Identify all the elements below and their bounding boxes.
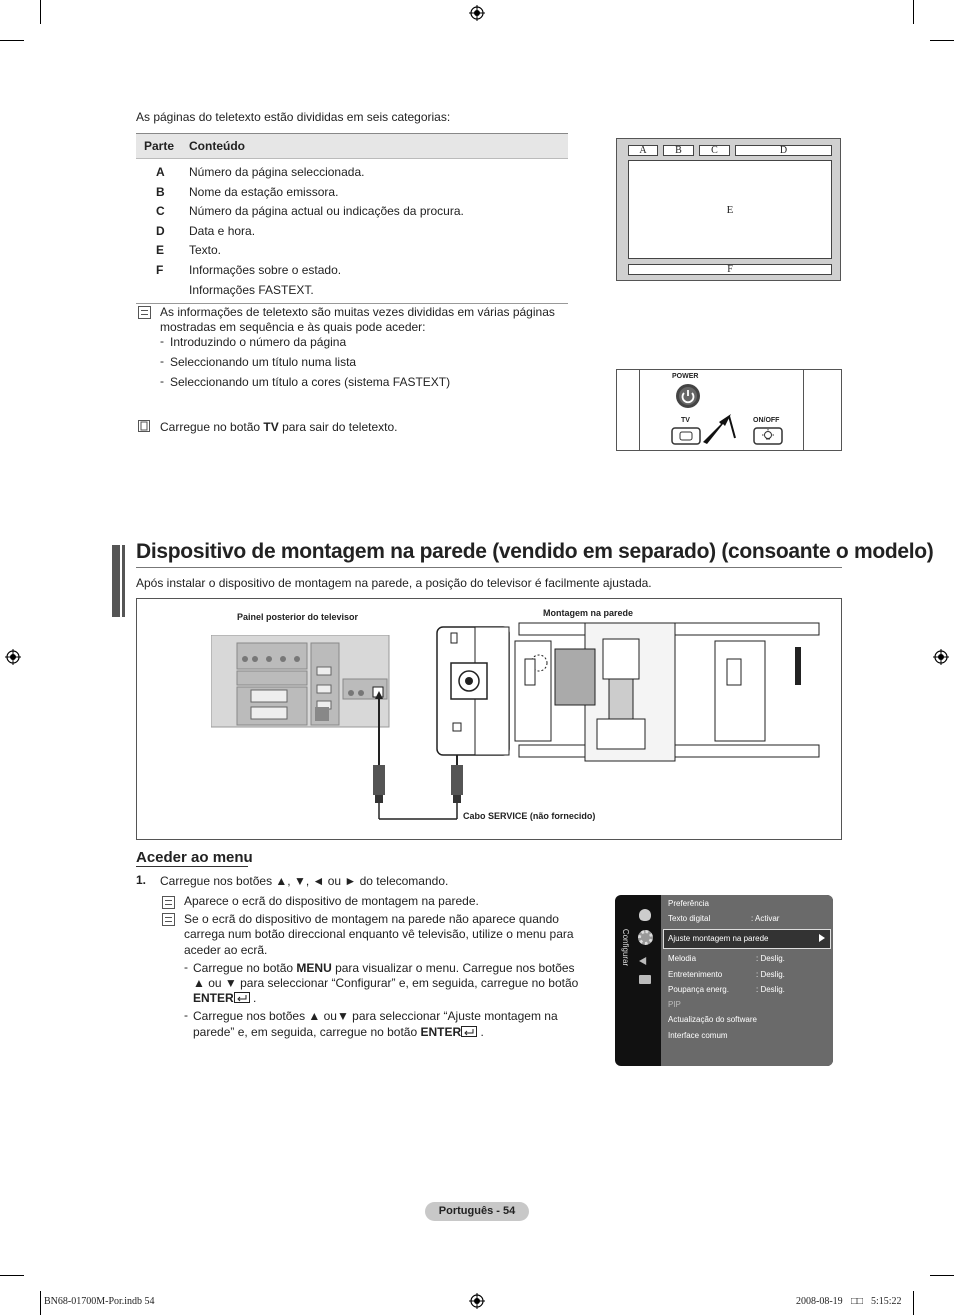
remote-note-icon: [138, 420, 150, 432]
menu-side-label: Configurar: [621, 928, 631, 967]
input-icon: [639, 957, 651, 965]
col-part: Parte: [144, 139, 175, 153]
menu-item-entretenimento[interactable]: Entretenimento: [668, 970, 723, 979]
heading-sidebar-bar: [122, 545, 125, 617]
menu-item-preferencia[interactable]: Preferência: [668, 899, 709, 908]
list-item: Seleccionando um título numa lista: [170, 355, 357, 369]
cell-e: E: [628, 160, 832, 259]
sub-step-text: Carregue no botão MENU para visualizar o menu. Carregue nos botões: [193, 961, 575, 975]
registration-mark-icon: [5, 649, 21, 665]
power-button-icon[interactable]: [675, 383, 701, 409]
table-row: B Nome da estação emissora.: [156, 184, 339, 199]
print-slug-file: BN68-01700M-Por.indb 54: [44, 1296, 155, 1307]
cell-f: F: [628, 264, 832, 275]
cell-c: C: [699, 145, 730, 156]
wall-mount-connection-diagram: [136, 598, 842, 840]
menu-item-interface-comum[interactable]: Interface comum: [668, 1031, 728, 1040]
note-icon: [162, 913, 175, 926]
crop-mark: [0, 40, 24, 41]
intro-text: As páginas do teletexto estão divididas em seis categorias:: [136, 110, 451, 124]
print-slug-time: 5:15:22: [871, 1296, 902, 1307]
remote-edge: [639, 370, 640, 450]
menu-item-melodia[interactable]: Melodia: [668, 954, 697, 963]
remote-illustration: [616, 369, 842, 451]
section-intro: Após instalar o dispositivo de montagem na parede, a posição do televisor é facilmente ajustada.: [136, 576, 652, 590]
teletext-categories-table: [136, 133, 568, 304]
crop-mark: [913, 1291, 914, 1315]
teletext-layout-diagram: [616, 138, 841, 281]
list-dash: -: [184, 1008, 188, 1022]
step-text: Carregue nos botões ▲, ▼, ◄ ou ► do telecomando.: [160, 874, 449, 888]
tv-panel-label: Painel posterior do televisor: [237, 612, 359, 622]
wall-mount-illustration: [435, 619, 835, 767]
sub-step-text: ▲ ou ▼ para seleccionar “Configurar” e, em seguida, carregue no botão: [193, 976, 579, 990]
note-text: Aparece o ecrã do dispositivo de montagem na parede.: [184, 894, 479, 908]
heading-sidebar-bar: [112, 545, 120, 617]
registration-mark-icon: [469, 1293, 485, 1309]
registration-mark-icon: [469, 5, 485, 21]
picture-icon: [639, 909, 651, 921]
application-icon: [639, 975, 651, 984]
note-text: Se o ecrã do dispositivo de montagem na parede não aparece quando: [184, 912, 559, 926]
step-number: 1.: [136, 873, 147, 887]
menu-value: : Deslig.: [756, 970, 785, 979]
crop-mark: [913, 0, 914, 24]
remote-edge: [803, 370, 804, 450]
onoff-label: ON/OFF: [753, 417, 780, 424]
list-dash: -: [184, 960, 188, 974]
list-item: Introduzindo o número da página: [170, 335, 347, 349]
crop-mark: [930, 1275, 954, 1276]
page-number-pill: Português - 54: [425, 1202, 529, 1221]
note-text: As informações de teletexto são muitas vezes divididas em várias páginas: [160, 305, 555, 319]
note-icon: [138, 306, 151, 319]
sub-step-text: Carregue nos botões ▲ ou▼ para seleccionar “Ajuste montagem na: [193, 1009, 558, 1023]
menu-access-title: Aceder ao menu: [136, 849, 253, 866]
table-row: C Número da página actual ou indicações da procura.: [156, 204, 464, 219]
cable-label: Cabo SERVICE (não fornecido): [463, 811, 596, 821]
table-row: Informações FASTEXT.: [136, 281, 568, 304]
table-row: F Informações sobre o estado.: [156, 262, 342, 277]
col-content: Conteúdo: [189, 139, 245, 153]
tv-back-panel-illustration: [211, 635, 391, 729]
note-text: carrega num botão direccional enquanto vê televisão, utilize o menu para: [184, 927, 574, 941]
menu-item-poupanca[interactable]: Poupança energ.: [668, 985, 729, 994]
cell-d: D: [735, 145, 832, 156]
list-dash: -: [160, 374, 164, 388]
tv-label: TV: [681, 417, 690, 424]
section-title: Dispositivo de montagem na parede (vendido em separado) (consoante o modelo): [136, 540, 934, 563]
menu-value: : Deslig.: [756, 954, 785, 963]
note-text: Carregue no botão TV para sair do teletexto.: [160, 420, 398, 434]
sub-step-text: ENTER .: [193, 991, 257, 1005]
sub-step-text: parede” e, em seguida, carregue no botão ENTER .: [193, 1025, 484, 1039]
selected-item-arrow: [819, 934, 825, 942]
crop-mark: [40, 0, 41, 24]
note-text: aceder ao ecrã.: [184, 943, 268, 957]
list-item: Seleccionando um título a cores (sistema FASTEXT): [170, 375, 451, 389]
note-text: mostradas em sequência e às quais pode aceder:: [160, 320, 426, 334]
power-label: POWER: [672, 373, 699, 380]
light-button-icon[interactable]: [753, 427, 783, 445]
registration-mark-icon: [933, 649, 949, 665]
enter-icon: [461, 1026, 477, 1037]
table-row: A Número da página seleccionada.: [156, 165, 365, 179]
crop-mark: [40, 1291, 41, 1315]
enter-icon: [234, 992, 250, 1003]
wall-mount-label: Montagem na parede: [543, 608, 634, 618]
table-row: E Texto.: [156, 243, 222, 258]
setup-gear-icon[interactable]: [638, 930, 653, 945]
heading-rule: [136, 567, 842, 568]
menu-item-actualizacao[interactable]: Actualização do software: [668, 1015, 757, 1024]
menu-value: : Activar: [751, 914, 780, 923]
crop-mark: [0, 1275, 24, 1276]
menu-item-texto-digital[interactable]: Texto digital: [668, 914, 711, 923]
menu-item-ajuste-montagem[interactable]: Ajuste montagem na parede: [668, 934, 769, 943]
menu-item-pip[interactable]: PIP: [668, 1000, 681, 1009]
cell-b: B: [663, 145, 694, 156]
list-dash: -: [160, 354, 164, 368]
print-slug-mark: □□: [851, 1296, 864, 1307]
list-dash: -: [160, 334, 164, 348]
setup-menu-screen: [615, 895, 833, 1066]
cell-a: A: [628, 145, 658, 156]
menu-value: : Deslig.: [756, 985, 785, 994]
tv-button-icon[interactable]: [671, 427, 701, 445]
pointer-arrow-icon: [701, 410, 737, 446]
print-slug-date: 2008-08-19: [796, 1296, 843, 1307]
crop-mark: [930, 40, 954, 41]
note-icon: [162, 896, 175, 909]
menu-access-underline: [136, 866, 248, 867]
table-header: [136, 133, 568, 159]
table-row: D Data e hora.: [156, 223, 256, 238]
